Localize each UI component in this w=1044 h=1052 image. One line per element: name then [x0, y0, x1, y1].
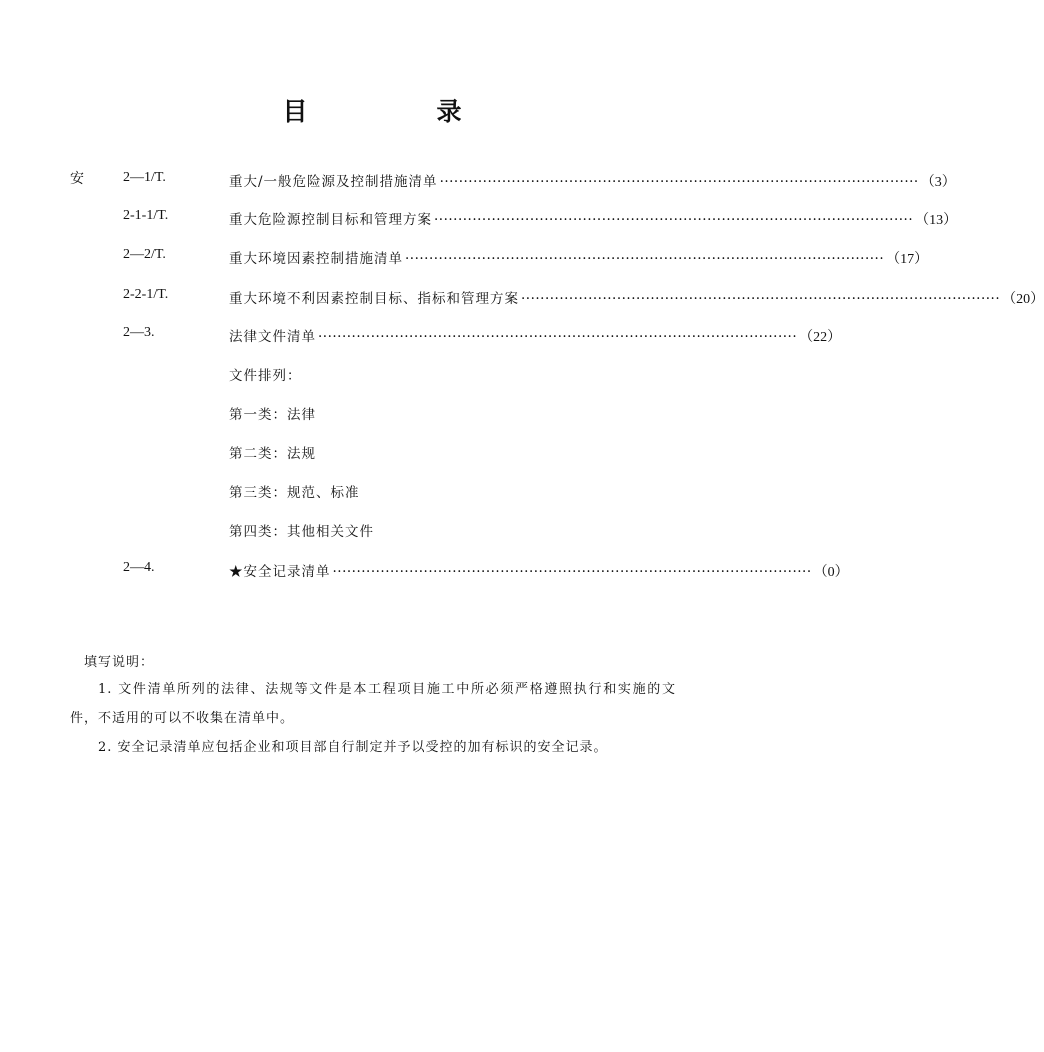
toc-entry-page: （17）: [886, 252, 929, 267]
toc-sub-item: 第三类：规范、标准: [229, 485, 360, 501]
toc-entry[interactable]: [0, 287, 1044, 309]
toc-entry[interactable]: [0, 325, 842, 347]
toc-leader-dots: ····································································································: [405, 251, 885, 267]
toc-leader-dots: ····································································································: [434, 212, 914, 228]
toc-prefix: 安: [70, 171, 84, 187]
toc-entry-label: 重大环境不利因素控制目标、指标和管理方案: [229, 291, 519, 307]
toc-entry-code: 2—2/T.: [123, 247, 166, 262]
toc-leader-dots: ····································································································: [318, 329, 798, 345]
toc-entry-page: （20）: [1002, 292, 1044, 307]
toc-entry-code: 2-1-1/T.: [123, 208, 169, 223]
toc-entry-page: （13）: [915, 213, 958, 228]
toc-entry-code: 2—1/T.: [123, 170, 166, 185]
toc-leader-dots: ····································································································: [439, 174, 919, 190]
toc-entry-label: ★安全记录清单: [229, 564, 331, 580]
toc-leader-dots: ····································································································: [521, 291, 1001, 307]
toc-entry-page: （0）: [813, 565, 849, 580]
toc-sub-item: 第一类：法律: [229, 407, 316, 423]
toc-sub-item: 第二类：法规: [229, 446, 316, 462]
toc-entry[interactable]: [0, 208, 958, 230]
toc-entry[interactable]: [0, 247, 929, 269]
toc-entry-label: 法律文件清单: [229, 329, 316, 345]
toc-entry[interactable]: [0, 560, 849, 582]
toc-sub-item: 文件排列：: [229, 368, 302, 384]
toc-entry-label: 重大/一般危险源及控制措施清单: [229, 174, 438, 190]
page-title: 目 录: [282, 97, 514, 126]
note-paragraph: 2. 安全记录清单应包括企业和项目部自行制定并予以受控的加有标识的安全记录。: [98, 740, 608, 755]
toc-entry-code: 2-2-1/T.: [123, 287, 169, 302]
toc-entry-code: 2—4.: [123, 560, 155, 575]
toc-entry[interactable]: [0, 170, 956, 192]
toc-entry-label: 重大危险源控制目标和管理方案: [229, 212, 432, 228]
toc-sub-item: 第四类：其他相关文件: [229, 524, 374, 540]
note-paragraph: 1. 文件清单所列的法律、法规等文件是本工程项目施工中所必须严格遵照执行和实施的文件，不适用的可以不收集在清单中。: [70, 682, 676, 726]
toc-entry-code: 2—3.: [123, 325, 155, 340]
notes-heading: 填写说明：: [84, 655, 155, 670]
toc-entry-page: （3）: [920, 175, 956, 190]
toc-leader-dots: ····································································································: [332, 564, 812, 580]
toc-entry-page: （22）: [799, 330, 842, 345]
toc-entry-label: 重大环境因素控制措施清单: [229, 251, 403, 267]
